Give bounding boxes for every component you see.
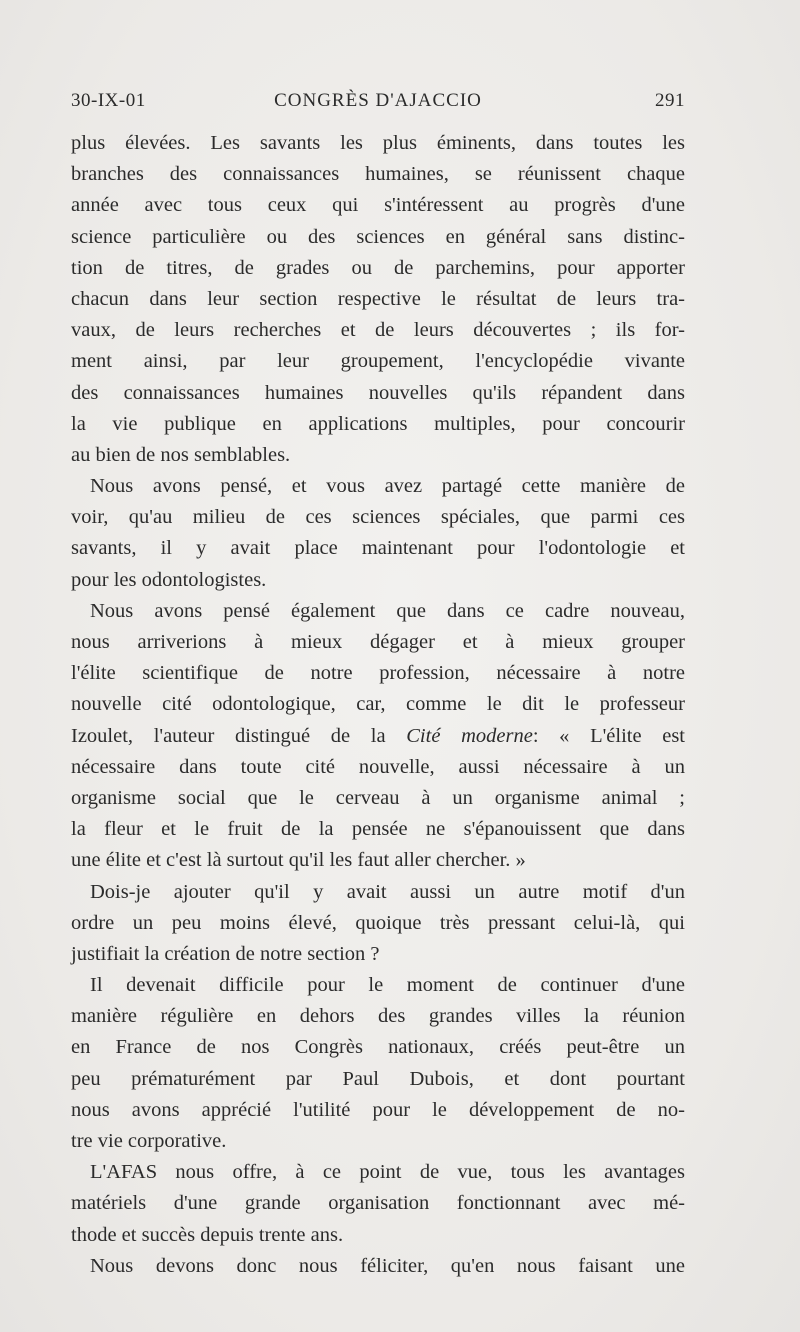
text-line: une élite et c'est là surtout qu'il les faut aller chercher. » [71, 849, 526, 872]
text-line: Nous avons pensé, et vous avez partagé cette manière de [90, 475, 685, 498]
text-line: en France de nos Congrès nationaux, créés peut-être un [71, 1036, 685, 1059]
text-line: branches des connaissances humaines, se réunissent chaque [71, 163, 685, 186]
text-line: science particulière ou des sciences en général sans distinc- [71, 225, 685, 248]
text-line: au bien de nos semblables. [71, 443, 291, 466]
text-line: tre vie corporative. [71, 1130, 227, 1152]
text-line: peu prématurément par Paul Dubois, et dont pourtant [71, 1067, 685, 1090]
text-line: voir, qu'au milieu de ces sciences spéciales, que parmi ces [71, 506, 685, 529]
text-line: organisme social que le cerveau à un organisme animal ; [71, 786, 685, 809]
running-header [71, 90, 685, 118]
text-segment: : « L'élite est [532, 724, 685, 747]
text-segment: Izoulet, l'auteur distingué de la [71, 724, 386, 747]
header-title: CONGRÈS D'AJACCIO [274, 90, 482, 111]
text-line: la fleur et le fruit de la pensée ne s'épanouissent que dans [71, 818, 685, 841]
text-line: pour les odontologistes. [71, 568, 267, 591]
text-line: tion de titres, de grades ou de parchemins, pour apporter [71, 256, 685, 279]
text-line: année avec tous ceux qui s'intéressent au progrès d'une [71, 194, 685, 217]
text-line: chacun dans leur section respective le résultat de leurs tra- [71, 287, 685, 310]
text-line: ordre un peu moins élevé, quoique très pressant celui-là, qui [71, 911, 685, 934]
book-title-italic: Cité moderne [406, 724, 533, 747]
text-line: justifiait la création de notre section ? [71, 942, 380, 965]
text-line: Il devenait difficile pour le moment de continuer d'une [90, 974, 685, 997]
body-text [71, 128, 685, 1282]
text-line: l'élite scientifique de notre profession, nécessaire à notre [71, 662, 685, 685]
text-line: savants, il y avait place maintenant pour l'odontologie et [71, 537, 685, 560]
text-line: nouvelle cité odontologique, car, comme le dit le professeur [71, 693, 685, 716]
text-line: Nous devons donc nous féliciter, qu'en nous faisant une [90, 1254, 685, 1277]
text-line: nous arriverions à mieux dégager et à mieux grouper [71, 631, 685, 653]
page-number: 291 [655, 90, 685, 111]
header-date: 30-IX-01 [71, 90, 146, 111]
text-line: nous avons apprécié l'utilité pour le développement de no- [71, 1098, 685, 1121]
text-line: vaux, de leurs recherches et de leurs découvertes ; ils for- [71, 319, 685, 342]
text-line-with-italic [71, 721, 685, 752]
text-line: thode et succès depuis trente ans. [71, 1223, 344, 1246]
text-line: Nous avons pensé également que dans ce cadre nouveau, [90, 599, 685, 622]
text-line: Dois-je ajouter qu'il y avait aussi un autre motif d'un [90, 880, 685, 903]
text-line: ment ainsi, par leur groupement, l'encyclopédie vivante [71, 350, 685, 373]
text-line: nécessaire dans toute cité nouvelle, aussi nécessaire à un [71, 755, 685, 778]
text-line: L'AFAS nous offre, à ce point de vue, tous les avantages [90, 1161, 685, 1184]
text-line: matériels d'une grande organisation fonctionnant avec mé- [71, 1192, 685, 1215]
text-line: plus élevées. Les savants les plus éminents, dans toutes les [71, 132, 685, 154]
text-line: des connaissances humaines nouvelles qu'ils répandent dans [71, 381, 685, 404]
text-line: la vie publique en applications multiples, pour concourir [71, 412, 685, 435]
text-line: manière régulière en dehors des grandes villes la réunion [71, 1005, 685, 1028]
